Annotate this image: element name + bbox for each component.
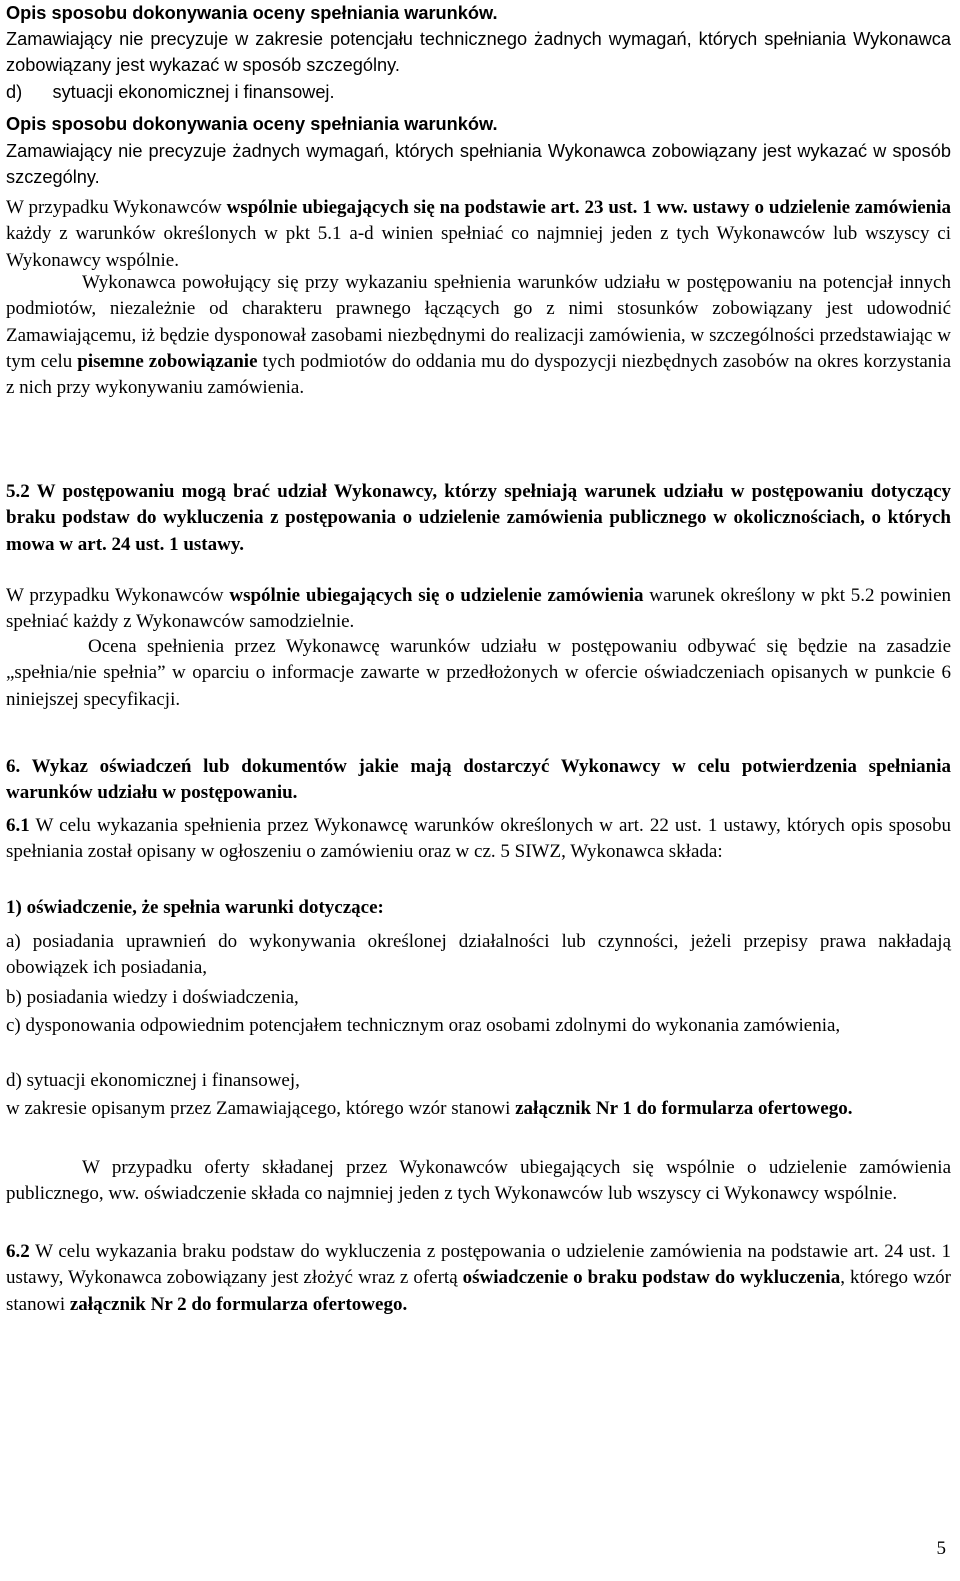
page-number: 5 <box>936 1538 946 1559</box>
section-5-2-heading: 5.2 W postępowaniu mogą brać udział Wykonawcy, którzy spełniają warunek udziału w postępowaniu dotyczący braku podstaw do wykluczenia z postępowania o udzielenie zamówienia publicznego w okolicznościach, o których mowa w art. 24 ust. 1 ustawy. <box>6 481 951 555</box>
item-d-economic-situation: d) sytuacji ekonomicznej i finansowej. <box>6 82 335 102</box>
paragraph-joint-contractors-5-2: W przypadku Wykonawców wspólnie ubiegających się o udzielenie zamówienia warunek określony w pkt 5.2 powinien spełniać każdy z Wykonawców samodzielnie. <box>6 585 952 633</box>
paragraph-joint-contractors: W przypadku Wykonawców wspólnie ubiegających się na podstawie art. 23 ust. 1 ww. ustawy o udzielenie zamówienia każdy z warunków określonych w pkt 5.1 a-d winien spełniać co najmniej jeden z tych Wykonawców lub wszyscy ci Wykonawcy wspólnie. <box>6 197 951 271</box>
item-c-potential: c) dysponowania odpowiednim potencjałem technicznym oraz osobami zdolnymi do wykonania zamówienia, <box>6 1015 841 1036</box>
paragraph-no-requirements: Zamawiający nie precyzuje żadnych wymagań, których spełniania Wykonawca zobowiązany jest wykazać w sposób szczególny. <box>6 141 951 188</box>
paragraph-assessment: Ocena spełnienia przez Wykonawcę warunków udziału w postępowaniu odbywać się będzie na zasadzie „spełnia/nie spełnia” w oparciu o informacje zawarte w przedłożonych w ofercie oświadczeniach opisanych w punkcie 6 niniejszej specyfikacji. <box>6 636 951 710</box>
paragraph-attachment-1: w zakresie opisanym przez Zamawiającego, którego wzór stanowi załącznik Nr 1 do formularza ofertowego. <box>6 1098 853 1119</box>
paragraph-third-party-resources: Wykonawca powołujący się przy wykazaniu spełnienia warunków udziału w postępowaniu na potencjał innych podmiotów, niezależnie od charakteru prawnego łączących go z nimi stosunków zobowiązany jest udowodnić Zamawiającemu, iż będzie dysponował zasobami niezbędnymi do realizacji zamówienia, w szczególności przedstawiając w tym celu pisemne zobowiązanie tych podmiotów do oddania mu do dyspozycji niezbędnych zasobów na okres korzystania z nich przy wykonywaniu zamówienia. <box>6 272 952 399</box>
item-1-statement: 1) oświadczenie, że spełnia warunki dotyczące: <box>6 897 384 918</box>
section-6-heading: 6. Wykaz oświadczeń lub dokumentów jakie mają dostarczyć Wykonawcy w celu potwierdzenia spełniania warunków udziału w postępowaniu. <box>6 756 951 804</box>
heading-evaluation-method: Opis sposobu dokonywania oceny spełniania warunków. <box>6 3 498 23</box>
heading-evaluation-method-2: Opis sposobu dokonywania oceny spełniania warunków. <box>6 114 498 134</box>
paragraph-technical-potential: Zamawiający nie precyzuje w zakresie potencjału technicznego żadnych wymagań, których spełniania Wykonawca zobowiązany jest wykazać w sposób szczególny. <box>6 29 951 76</box>
item-a-permits: a) posiadania uprawnień do wykonywania określonej działalności lub czynności, jeżeli przepisy prawa nakładają obowiązek ich posiadania, <box>6 931 951 979</box>
item-b-knowledge: b) posiadania wiedzy i doświadczenia, <box>6 987 299 1008</box>
paragraph-joint-offer: W przypadku oferty składanej przez Wykonawców ubiegających się wspólnie o udzielenie zamówienia publicznego, ww. oświadczenie składa co najmniej jeden z tych Wykonawców lub wszyscy ci Wykonawcy wspólnie. <box>6 1157 951 1205</box>
section-6-1: 6.1 W celu wykazania spełnienia przez Wykonawcę warunków określonych w art. 22 ust. 1 ustawy, których opis sposobu spełniania został opisany w ogłoszeniu o zamówieniu oraz w cz. 5 SIWZ, Wykonawca składa: <box>6 815 951 863</box>
item-d-economic: d) sytuacji ekonomicznej i finansowej, <box>6 1070 300 1091</box>
section-6-2: 6.2 W celu wykazania braku podstaw do wykluczenia z postępowania o udzielenie zamówienia na podstawie art. 24 ust. 1 ustawy, Wykonawca zobowiązany jest złożyć wraz z ofertą oświadczenie o braku podstaw do wykluczenia, którego wzór stanowi załącznik Nr 2 do formularza ofertowego. <box>6 1241 951 1315</box>
